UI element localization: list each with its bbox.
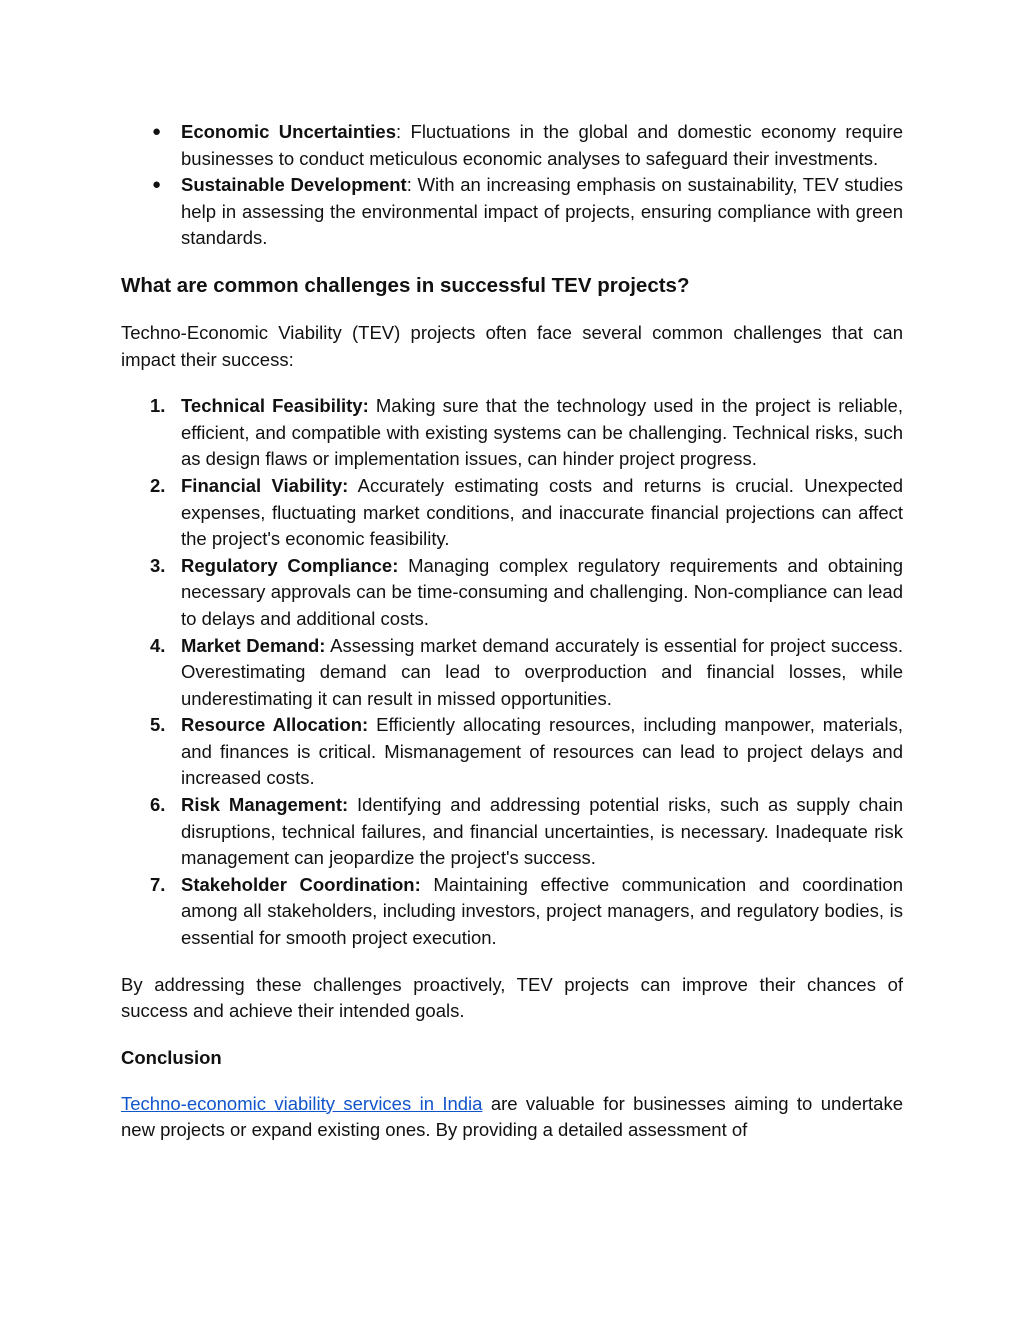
challenge-term: Market Demand: [181,634,326,656]
challenge-text: Efficiently allocating resources, including manpower, materials, and finances is critical. Mismanagement of resources can lead to project delays and increased costs. [181,714,903,789]
bullet-marker-icon: ● [152,123,162,140]
bullet-item [121,172,903,252]
challenge-text: Maintaining effective communication and coordination among all stakeholders, including investors, project managers, and regulatory bodies, is essential for smooth project execution. [181,873,903,949]
intro-paragraph: Techno-Economic Viability (TEV) projects often face several common challenges that can impact their success: [121,321,903,370]
challenges-list [121,393,903,951]
conclusion-paragraph [121,1091,903,1144]
list-number: 3. [150,554,166,576]
list-number: 4. [150,634,166,656]
list-number: 6. [150,794,166,816]
challenge-term: Financial Viability: [181,474,349,496]
bullet-term: Sustainable Development [181,174,407,196]
challenge-item [121,393,903,473]
tev-services-link[interactable]: Techno-economic viability services in India [121,1092,483,1114]
challenge-item [121,872,903,952]
challenge-item [121,553,903,633]
bullet-item [121,119,903,172]
challenge-text: Managing complex regulatory requirements and obtaining necessary approvals can be time-consuming and challenging. Non-compliance can lead to delays and additional costs. [181,554,904,629]
document-page [121,119,903,1144]
challenge-item [121,473,903,553]
section-heading: What are common challenges in successful TEV projects? [121,273,690,297]
challenge-term: Stakeholder Coordination: [181,873,421,895]
conclusion-heading: Conclusion [121,1046,222,1068]
challenge-item [121,712,903,792]
bullet-text: : Fluctuations in the global and domestic economy require businesses to conduct meticulous economic analyses to safeguard their investments. [181,121,903,169]
bullet-list [121,119,903,252]
bullet-text: : With an increasing emphasis on sustainability, TEV studies help in assessing the environmental impact of projects, ensuring compliance with green standards. [181,174,903,249]
challenge-item [121,792,903,872]
challenge-text: Accurately estimating costs and returns is crucial. Unexpected expenses, fluctuating market conditions, and inaccurate financial projections can affect the project's economic feasibility. [181,474,903,550]
challenge-term: Regulatory Compliance: [181,554,399,576]
list-number: 2. [150,474,166,496]
challenge-text: Identifying and addressing potential risks, such as supply chain disruptions, technical failures, and financial uncertainties, is necessary. Inadequate risk management can jeopardize the project's success. [181,794,903,869]
challenge-text: Assessing market demand accurately is essential for project success. Overestimating demand can lead to overproduction and financial losses, while underestimating it can result in missed opportunities. [181,634,903,709]
closing-paragraph: By addressing these challenges proactively, TEV projects can improve their chances of success and achieve their intended goals. [121,973,903,1022]
list-number: 1. [150,395,166,417]
list-number: 5. [150,714,166,736]
list-number: 7. [150,873,166,895]
challenge-term: Risk Management: [181,794,349,816]
bullet-marker-icon: ● [152,176,162,194]
challenge-text: Making sure that the technology used in the project is reliable, efficient, and compatible with existing systems can be challenging. Technical risks, such as design flaws or implementation issues, can hinder project progress. [181,395,903,470]
challenge-term: Technical Feasibility: [181,395,369,417]
challenge-term: Resource Allocation: [181,714,369,736]
bullet-term: Economic Uncertainties [181,121,396,142]
challenge-item [121,633,903,713]
conclusion-text: are valuable for businesses aiming to undertake new projects or expand existing ones. By providing a detailed assessment of [121,1092,903,1141]
